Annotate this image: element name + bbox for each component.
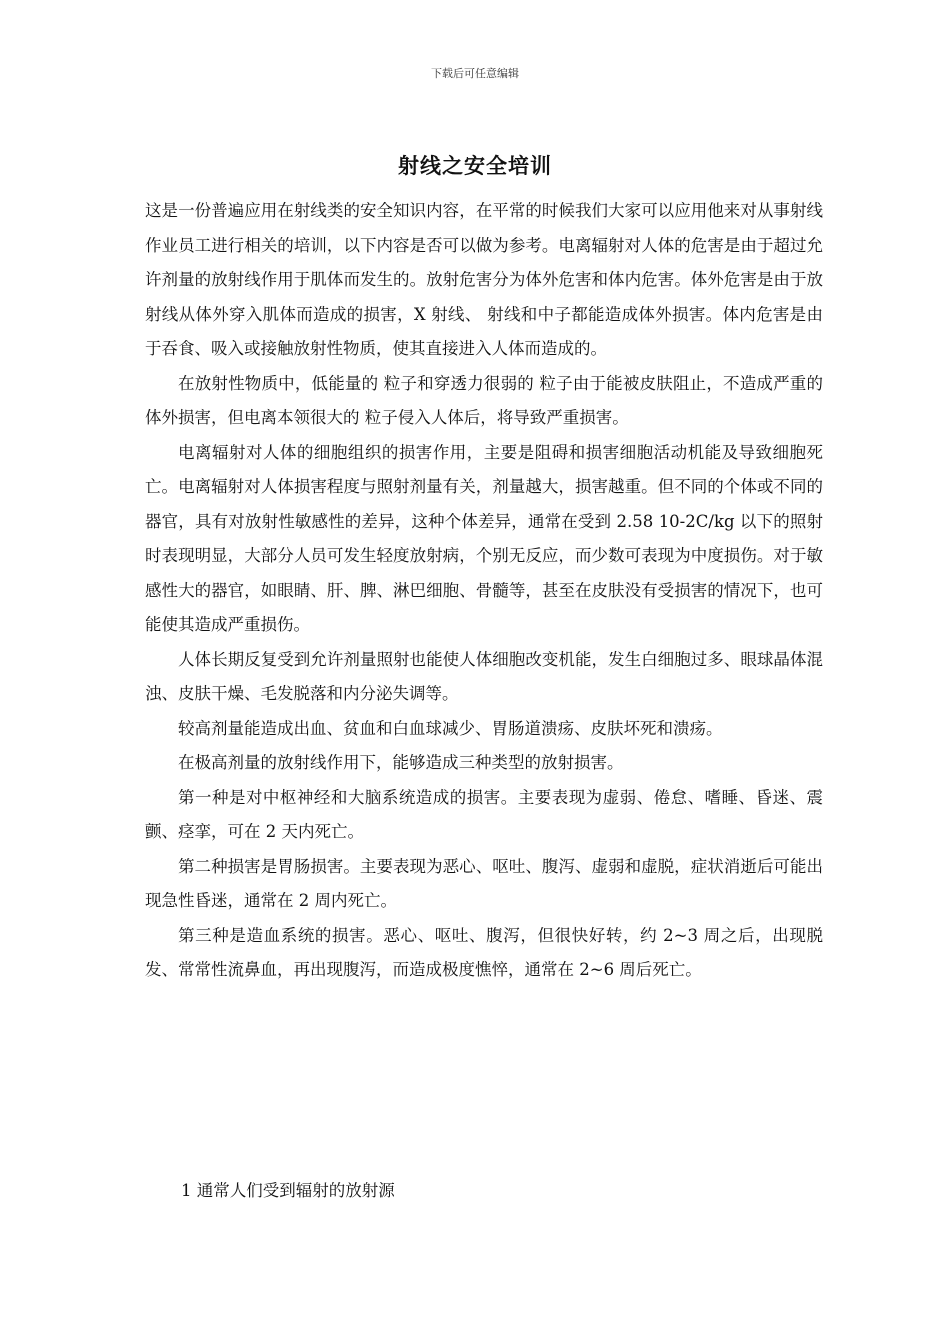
document-title: 射线之安全培训 [398, 153, 552, 178]
section-heading: 1 通常人们受到辐射的放射源 [181, 1181, 395, 1200]
paragraph-radioactive-material: 在放射性物质中，低能量的 粒子和穿透力很弱的 粒子由于能被皮肤阻止，不造成严重的体外损害，但电离本领很大的 粒子侵入人体后，将导致严重损害。 [145, 373, 823, 427]
paragraph-intro: 这是一份普遍应用在射线类的安全知识内容，在平常的时候我们大家可以应用他来对从事射线作业员工进行相关的培训，以下内容是否可以做为参考。电离辐射对人体的危害是由于超过允许剂量的放射线作用于肌体而发生的。放射危害分为体外危害和体内危害。体外危害是由于放射线从体外穿入肌体而造成的损害，X 射线、 射线和中子都能造成体外损害。体内危害是由于吞食、吸入或接触放射性物质，使其直接进入人体而造成的。 [145, 201, 823, 358]
page-header-note: 下载后可任意编辑 [431, 67, 519, 80]
paragraph-type-one: 第一种是对中枢神经和大脑系统造成的损害。主要表现为虚弱、倦怠、嗜睡、昏迷、震颤、痉挛，可在 2 天内死亡。 [145, 787, 823, 841]
paragraph-type-two: 第二种损害是胃肠损害。主要表现为恶心、呕吐、腹泻、虚弱和虚脱，症状消逝后可能出现急性昏迷，通常在 2 周内死亡。 [145, 856, 823, 910]
paragraph-very-high-dose: 在极高剂量的放射线作用下，能够造成三种类型的放射损害。 [178, 753, 624, 772]
document-body [145, 194, 823, 988]
paragraph-long-term-exposure: 人体长期反复受到允许剂量照射也能使人体细胞改变机能，发生白细胞过多、眼球晶体混浊、皮肤干燥、毛发脱落和内分泌失调等。 [145, 649, 823, 703]
paragraph-high-dose: 较高剂量能造成出血、贫血和白血球减少、胃肠道溃疡、皮肤坏死和溃疡。 [178, 718, 723, 738]
paragraph-type-three: 第三种是造血系统的损害。恶心、呕吐、腹泻，但很快好转，约 2~3 周之后，出现脱发、常常性流鼻血，再出现腹泻，而造成极度憔悴，通常在 2~6 周后死亡。 [145, 925, 823, 979]
paragraph-cell-damage: 电离辐射对人体的细胞组织的损害作用，主要是阻碍和损害细胞活动机能及导致细胞死亡。电离辐射对人体损害程度与照射剂量有关，剂量越大，损害越重。但不同的个体或不同的器官，具有对放射性敏感性的差异，这种个体差异，通常在受到 2.58 10-2C/kg 以下的照射时表现明显，大部分人员可发生轻度放射病，个别无反应，而少数可表现为中度损伤。对于敏感性大的器官，如眼睛、肝、脾、淋巴细胞、骨髓等，甚至在皮肤没有受损害的情况下，也可能使其造成严重损伤。 [145, 442, 823, 634]
